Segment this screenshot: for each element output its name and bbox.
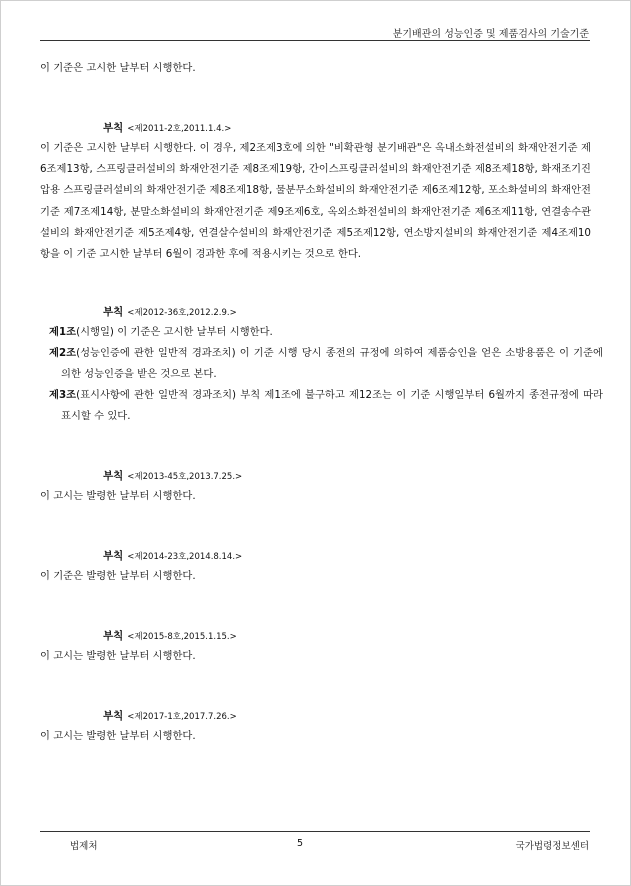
article-label: 제1조	[49, 326, 77, 338]
addendum-heading: 부칙 <제2017-1호,2017.7.26.>	[103, 710, 237, 722]
addendum-heading: 부칙 <제2013-45호,2013.7.25.>	[103, 470, 243, 482]
addendum-ref: <제2014-23호,2014.8.14.>	[127, 552, 243, 562]
addendum-ref: <제2012-36호,2012.2.9.>	[127, 308, 237, 318]
footer-divider	[40, 831, 590, 832]
addendum-heading: 부칙 <제2015-8호,2015.1.15.>	[103, 630, 237, 642]
addendum-heading: 부칙 <제2014-23호,2014.8.14.>	[103, 550, 243, 562]
footer-publisher: 법제처	[70, 841, 98, 852]
article-text: (시행일) 이 기준은 고시한 날부터 시행한다.	[76, 326, 273, 338]
document-title: 분기배관의 성능인증 및 제품검사의 기술기준	[392, 29, 589, 40]
addendum-text: 이 고시는 발령한 날부터 시행한다.	[40, 730, 196, 742]
addendum-heading: 부칙 <제2011-2호,2011.1.4.>	[103, 122, 232, 134]
article-text: (성능인증에 관한 일반적 경과조치) 이 기준 시행 당시 종전의 규정에 의하여 제품승인을 얻은 소방용품은 이 기준에 의한 성능인증을 받은 것으로 본다.	[61, 347, 603, 381]
intro-text: 이 기준은 고시한 날부터 시행한다.	[40, 62, 196, 74]
addendum-ref: <제2011-2호,2011.1.4.>	[127, 124, 232, 134]
article-3	[49, 385, 603, 427]
article-label: 제3조	[49, 389, 77, 401]
article-text: (표시사항에 관한 일반적 경과조치) 부칙 제1조에 불구하고 제12조는 이 기준 시행일부터 6월까지 종전규정에 따라 표시할 수 있다.	[61, 389, 603, 423]
article-label: 제2조	[49, 347, 77, 359]
article-1	[49, 322, 603, 343]
addendum-ref: <제2013-45호,2013.7.25.>	[127, 472, 243, 482]
footer-source: 국가법령정보센터	[515, 841, 589, 852]
addendum-ref: <제2015-8호,2015.1.15.>	[127, 632, 237, 642]
addendum-text: 이 고시는 발령한 날부터 시행한다.	[40, 650, 196, 662]
header-divider	[40, 40, 590, 41]
addendum-heading: 부칙 <제2012-36호,2012.2.9.>	[103, 306, 237, 318]
addendum-ref: <제2017-1호,2017.7.26.>	[127, 712, 237, 722]
page-number: 5	[297, 838, 304, 849]
article-2	[49, 343, 603, 385]
addendum-text: 이 기준은 발령한 날부터 시행한다.	[40, 570, 196, 582]
addendum-text: 이 고시는 발령한 날부터 시행한다.	[40, 490, 196, 502]
addendum-text: 이 기준은 고시한 날부터 시행한다. 이 경우, 제2조제3호에 의한 "비확관형 분기배관"은 옥내소화전설비의 화재안전기준 제6조제13항, 스프링클러설비의 화재안전기준 제8조제19항, 간이스프링클러설비의 화재안전기준 제8조제18항, 화재조기진압용 스프링클러설비의 화재안전기준 제8조제18항, 물분무소화설비의 화재안전기준 제6조제12항, 포소화설비의 화재안전기준 제7조제14항, 분말소화설비의 화재안전기준 제9조제6호, 옥외소화전설비의 화재안전기준 제6조제11항, 연결송수관설비의 화재안전기준 제5조제4항, 연결살수설비의 화재안전기준 제5조제12항, 연소방지설비의 화재안전기준 제4조제10항을 이 기준 고시한 날부터 6월이 경과한 후에 적용시키는 것으로 한다.	[40, 142, 591, 261]
